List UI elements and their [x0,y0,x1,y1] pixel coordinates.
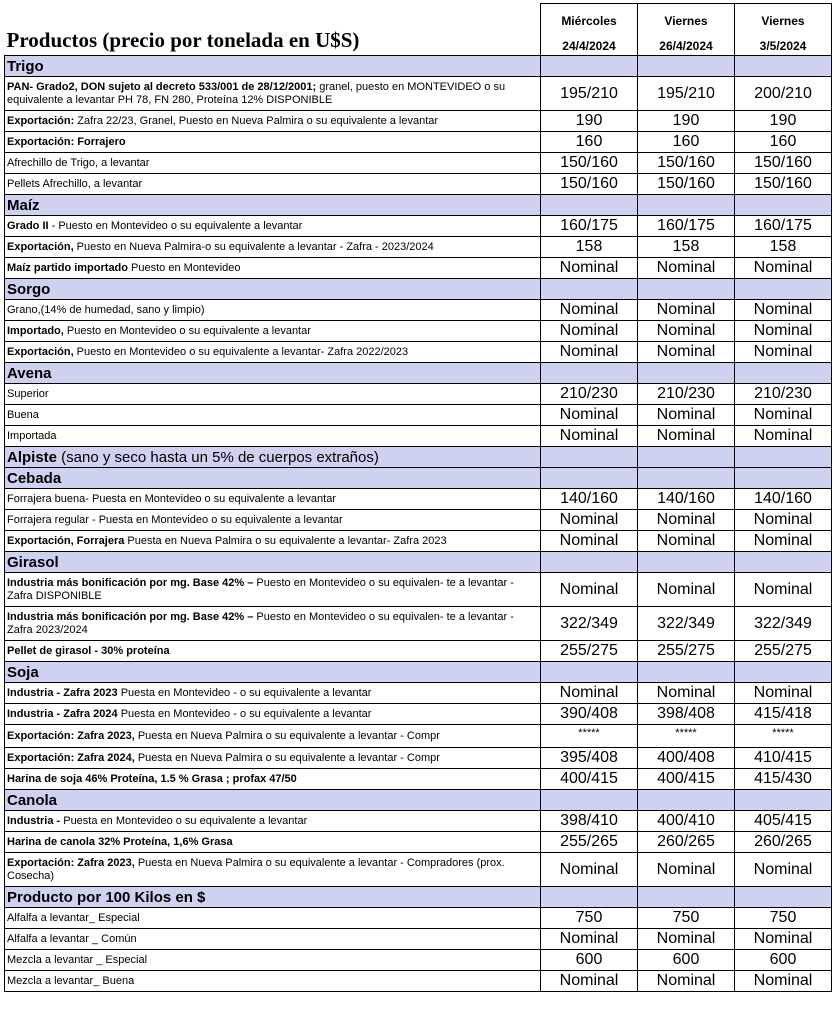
section-empty-cell [541,468,638,489]
price-cell: 150/160 [541,174,638,195]
price-cell: Nominal [638,971,735,992]
product-label [5,342,541,363]
price-cell: 160 [638,132,735,153]
price-cell: Nominal [541,426,638,447]
product-label-bold: Exportación, Forrajera [7,534,125,547]
product-label-bold: Exportación: Zafra 2024, [7,751,135,764]
product-label-text: Puesta en Nueva Palmira o su equivalente a levantar - Compr [134,751,440,764]
product-label [5,811,541,832]
price-cell: 200/210 [735,77,832,111]
product-label [5,174,541,195]
product-label-text: Zafra 22/23, Granel, Puesto en Nueva Palmira o su equivalente a levantar [74,114,439,127]
column-day-1: Miércoles [541,4,638,39]
table-row [5,908,832,929]
table-row [5,426,832,447]
section-name: Sorgo [7,280,51,298]
product-label [5,216,541,237]
product-label [5,641,541,662]
price-cell: ***** [735,725,832,748]
price-cell: Nominal [638,510,735,531]
product-label-text: Puesta en Montevideo - o su equivalente a levantar [117,686,372,699]
table-row [5,342,832,363]
section-header [5,552,832,573]
section-name: Maíz [7,196,40,214]
price-cell: 140/160 [735,489,832,510]
price-cell: Nominal [541,531,638,552]
product-label-text: Mezcla a levantar_ Buena [7,974,135,987]
section-title [5,279,541,300]
price-cell: 395/408 [541,748,638,769]
section-empty-cell [735,195,832,216]
product-label [5,111,541,132]
product-label-text: Puesta en Nueva Palmira o su equivalente a levantar - Compradores (prox. Cosecha) [7,856,505,882]
section-note: (sano y seco hasta un 5% de cuerpos extraños) [57,448,379,466]
price-cell: 750 [541,908,638,929]
price-cell: 410/415 [735,748,832,769]
section-empty-cell [541,552,638,573]
header-row-days [5,4,832,39]
section-header [5,887,832,908]
product-label-text: Puesta en Nueva Palmira o su equivalente a levantar - Compr [134,729,440,742]
price-cell: Nominal [638,258,735,279]
section-header [5,790,832,811]
product-label [5,704,541,725]
column-day-2: Viernes [638,4,735,39]
product-label [5,971,541,992]
column-date-3: 3/5/2024 [735,38,832,56]
column-day-3: Viernes [735,4,832,39]
table-row [5,683,832,704]
price-cell: Nominal [735,258,832,279]
product-label-text: Puesto en Montevideo o su equivalen- te a levantar - Zafra 2023/2024 [7,610,514,636]
section-empty-cell [735,552,832,573]
price-cell: 255/275 [541,641,638,662]
section-name: Alpiste [7,448,58,466]
section-title [5,662,541,683]
price-cell: 195/210 [638,77,735,111]
page-title: Productos (precio por tonelada en U$S) [5,4,541,56]
table-row [5,950,832,971]
table-row [5,510,832,531]
product-label-text: Grano,(14% de humedad, sano y limpio) [7,303,205,316]
product-label-text: Puesto en Montevideo [128,261,241,274]
product-label [5,725,541,748]
price-cell: Nominal [541,300,638,321]
price-cell: Nominal [735,300,832,321]
section-header [5,363,832,384]
section-empty-cell [638,662,735,683]
price-cell: Nominal [541,929,638,950]
table-row [5,971,832,992]
price-cell: Nominal [735,342,832,363]
table-row [5,237,832,258]
price-cell: 158 [735,237,832,258]
section-empty-cell [541,887,638,908]
product-label-text: Puesta en Montevideo o su equivalente a levantar [60,814,308,827]
price-cell: 255/275 [735,641,832,662]
section-empty-cell [735,887,832,908]
product-label [5,489,541,510]
product-label-bold: Industria - [7,814,61,827]
price-cell: Nominal [735,321,832,342]
product-label-bold: Exportación: Forrajero [7,135,126,148]
table-row [5,111,832,132]
section-title [5,56,541,77]
table-row [5,77,832,111]
product-label-bold: Maíz partido importado [7,261,128,274]
price-cell: 150/160 [735,174,832,195]
price-cell: 255/275 [638,641,735,662]
price-cell: 150/160 [541,153,638,174]
product-label-bold: Industria más bonificación por mg. Base 42% – [7,576,254,589]
price-cell: 190 [735,111,832,132]
table-row [5,725,832,748]
section-empty-cell [541,195,638,216]
table-row [5,573,832,607]
price-cell: 260/265 [638,832,735,853]
price-cell: 160 [541,132,638,153]
product-label-bold: Pellet de girasol - 30% proteína [7,644,170,657]
product-label-text: Superior [7,387,49,400]
section-empty-cell [541,279,638,300]
price-cell: 405/415 [735,811,832,832]
table-row [5,929,832,950]
price-cell: ***** [541,725,638,748]
table-row [5,174,832,195]
product-label-text: Importada [7,429,57,442]
price-cell: 322/349 [638,607,735,641]
product-label-text: Forrajera regular - Puesta en Montevideo o su equivalente a levantar [7,513,343,526]
section-empty-cell [638,887,735,908]
price-cell: Nominal [735,426,832,447]
section-empty-cell [541,56,638,77]
price-cell: 140/160 [541,489,638,510]
product-label-text: Puesta en Nueva Palmira o su equivalente a levantar- Zafra 2023 [124,534,447,547]
section-empty-cell [638,195,735,216]
section-name: Soja [7,663,39,681]
table-row [5,153,832,174]
column-date-1: 24/4/2024 [541,38,638,56]
price-cell: 400/408 [638,748,735,769]
price-cell: Nominal [541,853,638,887]
price-cell: 150/160 [638,153,735,174]
price-cell: Nominal [541,971,638,992]
product-label-text: Forrajera buena- Puesta en Montevideo o su equivalente a levantar [7,492,336,505]
price-cell: Nominal [735,929,832,950]
table-row [5,832,832,853]
price-cell: Nominal [638,321,735,342]
product-label [5,832,541,853]
table-row [5,300,832,321]
product-label [5,908,541,929]
product-label [5,531,541,552]
price-sheet [4,3,831,1016]
product-label-text: Alfalfa a levantar _ Común [7,932,137,945]
price-cell: 400/415 [541,769,638,790]
product-label-text: granel, puesto en MONTEVIDEO o su equivalente a levantar PH 78, FN 280, Proteína 12% DISPONIBLE [7,80,506,106]
table-row [5,384,832,405]
section-empty-cell [638,363,735,384]
product-label [5,769,541,790]
product-label-text: Puesto en Nueva Palmira-o su equivalente a levantar - Zafra - 2023/2024 [73,240,434,253]
section-empty-cell [735,279,832,300]
product-label [5,153,541,174]
section-title [5,363,541,384]
price-cell: 160 [735,132,832,153]
product-label [5,258,541,279]
product-label-bold: Exportación, [7,240,74,253]
product-label [5,300,541,321]
table-row [5,258,832,279]
product-label-text: Alfalfa a levantar_ Especial [7,911,140,924]
price-cell: 210/230 [541,384,638,405]
product-label-text: - Puesto en Montevideo o su equivalente a levantar [48,219,303,232]
price-cell: 398/408 [638,704,735,725]
section-empty-cell [541,447,638,468]
price-cell: 150/160 [735,153,832,174]
product-label-text: Pellets Afrechillo, a levantar [7,177,143,190]
product-label [5,510,541,531]
section-name: Avena [7,364,52,382]
price-cell: 415/418 [735,704,832,725]
section-empty-cell [638,468,735,489]
section-header [5,662,832,683]
price-cell: 398/410 [541,811,638,832]
price-cell: 160/175 [541,216,638,237]
product-label-bold: PAN- Grado2, DON sujeto al decreto 533/001 de 28/12/2001; [7,80,317,93]
table-row [5,607,832,641]
price-cell: Nominal [735,510,832,531]
section-empty-cell [541,790,638,811]
price-cell: Nominal [541,405,638,426]
price-cell: ***** [638,725,735,748]
product-label-bold: Industria - Zafra 2024 [7,707,118,720]
table-row [5,132,832,153]
product-label-text: Afrechillo de Trigo, a levantar [7,156,150,169]
price-cell: Nominal [638,342,735,363]
section-name: Cebada [7,469,62,487]
price-cell: Nominal [638,683,735,704]
price-cell: 160/175 [638,216,735,237]
product-label [5,77,541,111]
price-cell: 322/349 [541,607,638,641]
product-label [5,683,541,704]
price-cell: Nominal [638,531,735,552]
section-empty-cell [638,279,735,300]
section-empty-cell [735,447,832,468]
product-label-text: Puesto en Montevideo o su equivalente a levantar [63,324,311,337]
table-row [5,748,832,769]
product-label-bold: Industria - Zafra 2023 [7,686,118,699]
section-empty-cell [541,662,638,683]
price-cell: Nominal [735,971,832,992]
section-name: Trigo [7,57,44,75]
price-cell: 390/408 [541,704,638,725]
table-row [5,405,832,426]
product-label [5,950,541,971]
price-cell: Nominal [541,683,638,704]
product-label [5,132,541,153]
price-cell: Nominal [735,531,832,552]
column-date-2: 26/4/2024 [638,38,735,56]
section-empty-cell [638,447,735,468]
section-empty-cell [541,363,638,384]
product-label-bold: Harina de canola 32% Proteína, 1,6% Grasa [7,835,233,848]
table-row [5,321,832,342]
section-name: Producto por 100 Kilos en $ [7,888,206,906]
price-cell: 600 [735,950,832,971]
price-cell: Nominal [541,342,638,363]
product-label-bold: Grado II [7,219,49,232]
price-cell: Nominal [638,300,735,321]
price-cell: Nominal [638,426,735,447]
price-cell: Nominal [638,573,735,607]
product-label-bold: Exportación, [7,345,74,358]
section-empty-cell [735,468,832,489]
section-title [5,468,541,489]
price-cell: 210/230 [638,384,735,405]
section-title [5,195,541,216]
section-header [5,56,832,77]
price-cell: Nominal [541,573,638,607]
table-row [5,489,832,510]
price-cell: Nominal [541,510,638,531]
product-label [5,405,541,426]
product-label-bold: Industria más bonificación por mg. Base 42% – [7,610,254,623]
product-label-text: Buena [7,408,39,421]
product-label [5,748,541,769]
product-label-text: Puesto en Montevideo o su equivalen- te a levantar - Zafra DISPONIBLE [7,576,514,602]
section-empty-cell [735,790,832,811]
section-empty-cell [735,662,832,683]
table-row [5,641,832,662]
product-label [5,607,541,641]
price-cell: 322/349 [735,607,832,641]
product-label [5,853,541,887]
table-row [5,216,832,237]
section-title [5,552,541,573]
price-cell: Nominal [735,573,832,607]
price-cell: 260/265 [735,832,832,853]
section-empty-cell [638,790,735,811]
section-header [5,195,832,216]
product-label-bold: Exportación: [7,114,75,127]
section-empty-cell [638,56,735,77]
section-header [5,447,832,468]
product-label [5,321,541,342]
product-label-bold: Exportación: Zafra 2023, [7,856,135,869]
product-label [5,384,541,405]
section-name: Girasol [7,553,59,571]
price-cell: Nominal [735,405,832,426]
product-label-text: Mezcla a levantar _ Especial [7,953,148,966]
price-cell: Nominal [735,853,832,887]
section-empty-cell [735,363,832,384]
price-cell: 415/430 [735,769,832,790]
price-cell: 190 [541,111,638,132]
section-empty-cell [638,552,735,573]
price-cell: 160/175 [735,216,832,237]
price-cell: 140/160 [638,489,735,510]
product-label-text: Puesta en Montevideo - o su equivalente a levantar [117,707,372,720]
table-row [5,704,832,725]
price-table [4,3,832,992]
price-cell: 195/210 [541,77,638,111]
price-cell: Nominal [735,683,832,704]
price-cell: 158 [541,237,638,258]
price-cell: 190 [638,111,735,132]
product-label-bold: Importado, [7,324,64,337]
table-row [5,531,832,552]
price-cell: 750 [638,908,735,929]
product-label [5,929,541,950]
table-row [5,811,832,832]
product-label-text: Puesto en Montevideo o su equivalente a levantar- Zafra 2022/2023 [73,345,409,358]
section-title [5,790,541,811]
price-cell: Nominal [638,853,735,887]
price-cell: 150/160 [638,174,735,195]
table-row [5,769,832,790]
price-cell: Nominal [638,929,735,950]
price-cell: Nominal [541,321,638,342]
price-cell: 158 [638,237,735,258]
price-cell: 600 [541,950,638,971]
price-cell: 600 [638,950,735,971]
section-title [5,447,541,468]
price-cell: Nominal [541,258,638,279]
product-label [5,237,541,258]
product-label [5,426,541,447]
section-title [5,887,541,908]
product-label-bold: Exportación: Zafra 2023, [7,729,135,742]
product-label-bold: Harina de soja 46% Proteína, 1.5 % Grasa ; profax 47/50 [7,772,297,785]
price-cell: 400/415 [638,769,735,790]
section-name: Canola [7,791,58,809]
price-cell: 400/410 [638,811,735,832]
table-row [5,853,832,887]
section-header [5,468,832,489]
product-label [5,573,541,607]
section-empty-cell [735,56,832,77]
price-cell: 255/265 [541,832,638,853]
price-cell: 210/230 [735,384,832,405]
section-header [5,279,832,300]
price-cell: 750 [735,908,832,929]
price-cell: Nominal [638,405,735,426]
